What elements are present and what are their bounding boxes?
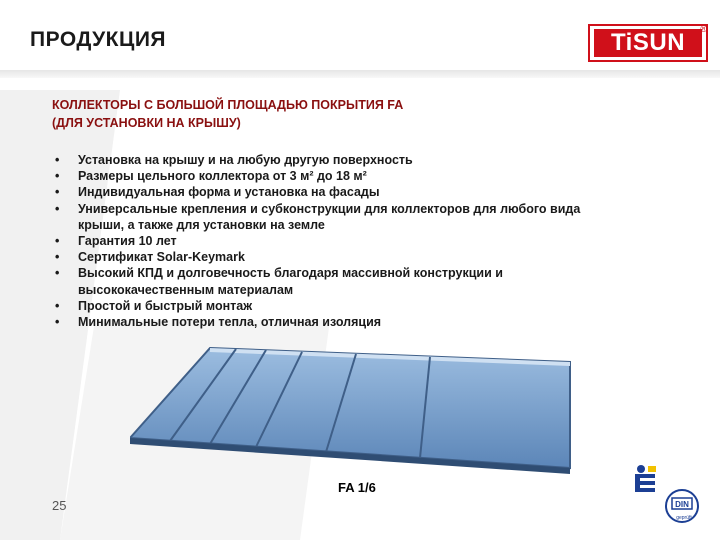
- feature-item: • Индивидуальная форма и установка на фасады: [52, 184, 592, 200]
- feature-item: • Универсальные крепления и субконструкции для коллекторов для любого вида крыши, а также для установки на земле: [52, 201, 592, 233]
- feature-item: • Простой и быстрый монтаж: [52, 298, 592, 314]
- logo-text: TiSUN: [594, 29, 702, 57]
- header-divider: [0, 70, 720, 78]
- din-text: DIN: [675, 500, 689, 509]
- section-subtitle: [52, 96, 403, 132]
- feature-item: • Сертификат Solar-Keymark: [52, 249, 592, 265]
- feature-item: • Высокий КПД и долговечность благодаря массивной конструкции и высококачественным материалам: [52, 265, 592, 297]
- tisun-logo: [588, 24, 708, 62]
- feature-item: • Гарантия 10 лет: [52, 233, 592, 249]
- registered-mark: ®: [700, 24, 707, 34]
- feature-item: • Минимальные потери тепла, отличная изоляция: [52, 314, 592, 330]
- image-caption: FA 1/6: [338, 480, 376, 495]
- page-number: 25: [52, 498, 67, 513]
- keymark-logo: [632, 464, 660, 494]
- din-subtext: geprüft: [676, 515, 692, 521]
- feature-list: [52, 152, 592, 330]
- din-certificate-badge: [662, 488, 704, 529]
- subtitle-line-1: КОЛЛЕКТОРЫ С БОЛЬШОЙ ПЛОЩАДЬЮ ПОКРЫТИЯ FA: [52, 98, 404, 112]
- solar-collector-image: [130, 340, 600, 480]
- subtitle-line-2: (ДЛЯ УСТАНОВКИ НА КРЫШУ): [52, 116, 241, 130]
- feature-item: • Размеры цельного коллектора от 3 м² до 18 м²: [52, 168, 592, 184]
- page-title: ПРОДУКЦИЯ: [30, 28, 167, 51]
- feature-item: • Установка на крышу и на любую другую поверхность: [52, 152, 592, 168]
